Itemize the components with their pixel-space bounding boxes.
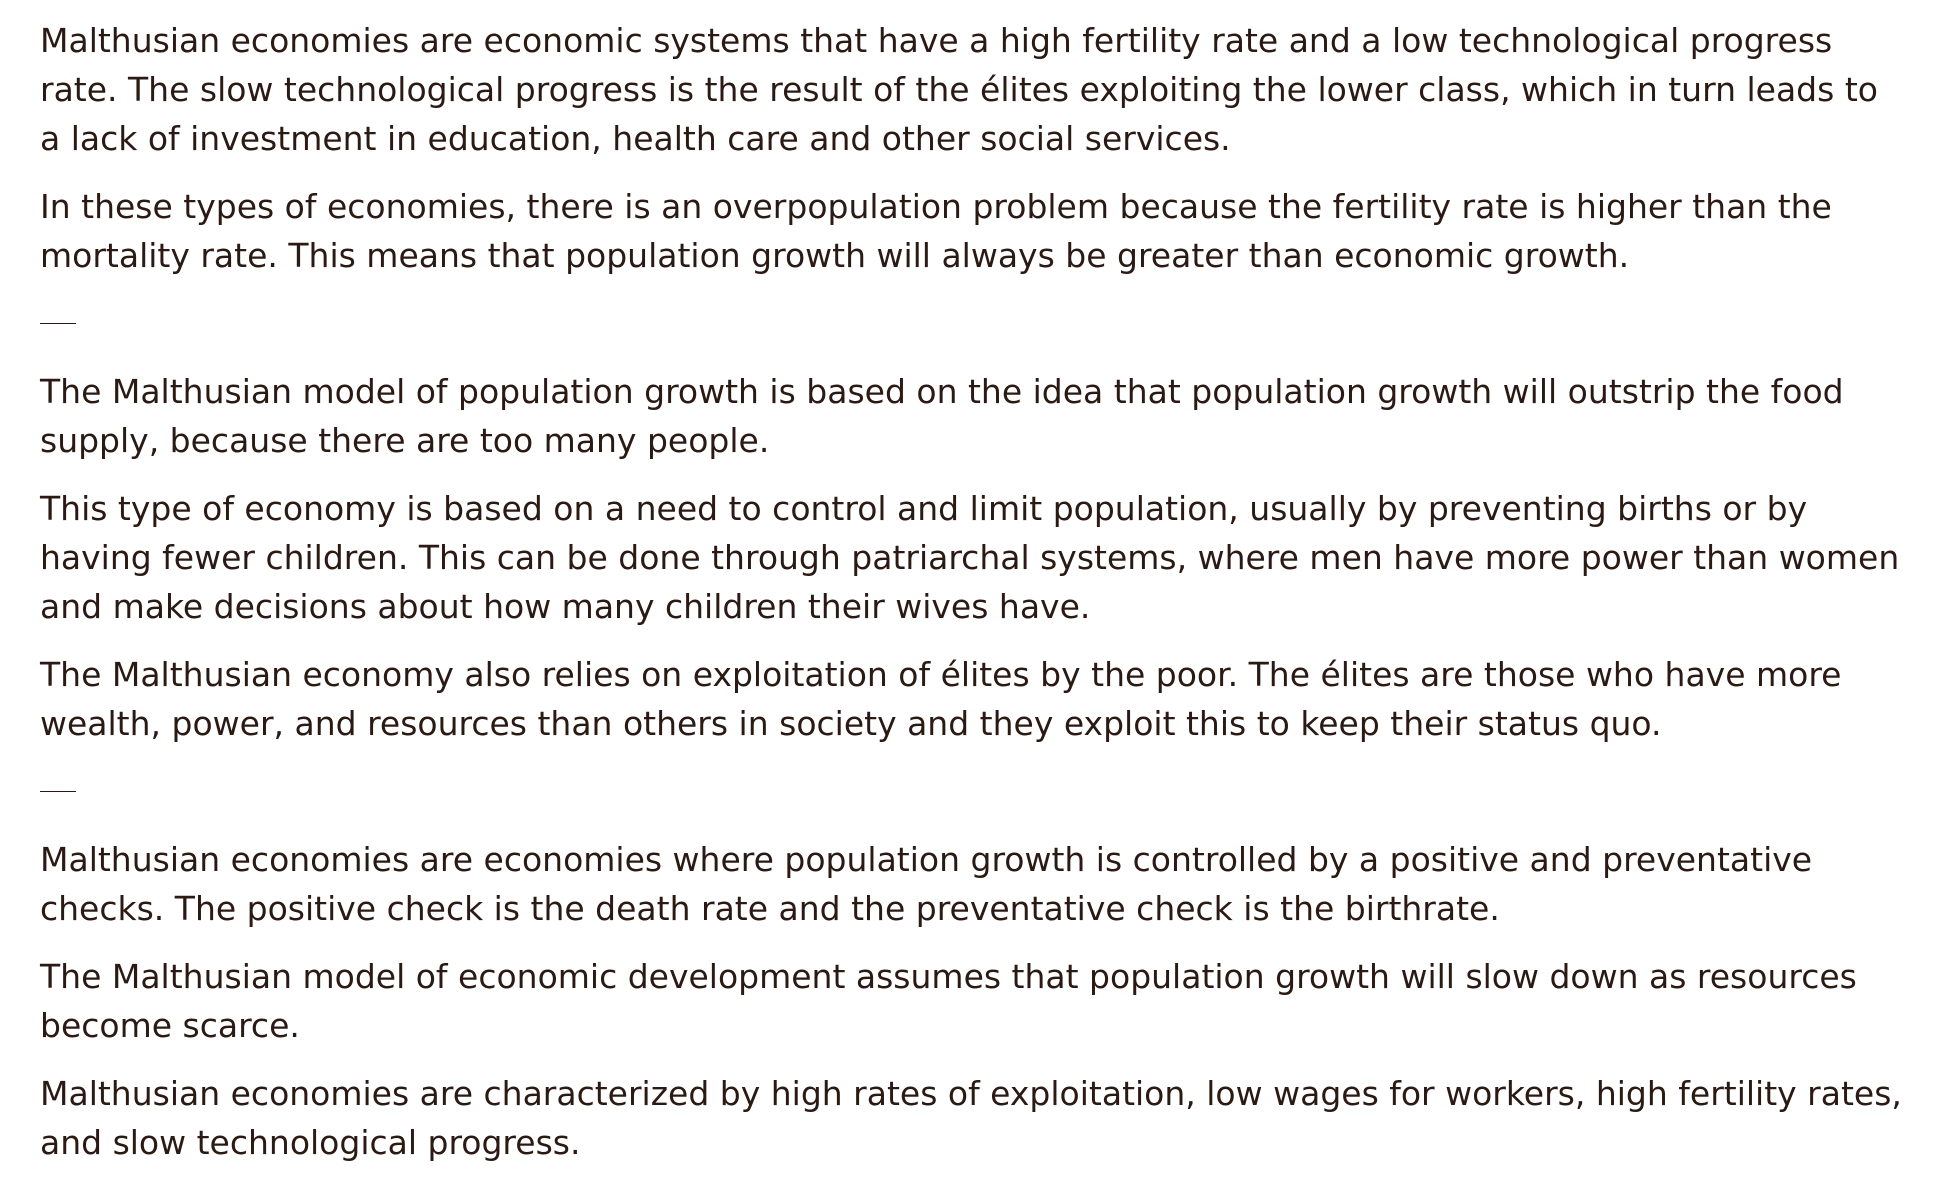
paragraph: This type of economy is based on a need to control and limit population, usually by preventing births or by having fewer children. This can be done through patriarchal systems, where men have more power than women and make decisions about how many children their wives have.	[40, 489, 1900, 626]
section-separator	[40, 299, 1906, 348]
paragraph: Malthusian economies are economies where population growth is controlled by a positive and preventative checks. The positive check is the death rate and the preventative check is the birthrate.	[40, 840, 1813, 928]
section-separator	[40, 767, 1906, 816]
paragraph: Malthusian economies are characterized by high rates of exploitation, low wages for workers, high fertility rates, and slow technological progress.	[40, 1074, 1902, 1162]
paragraph: Malthusian economies are economic systems that have a high fertility rate and a low technological progress rate. The slow technological progress is the result of the élites exploiting the lower class, which in turn leads to a lack of investment in education, health care and other social services.	[40, 21, 1878, 158]
separator-dash	[40, 791, 76, 792]
paragraph: The Malthusian model of population growth is based on the idea that population growth will outstrip the food supply, because there are too many people.	[40, 372, 1844, 460]
separator-dash	[40, 323, 76, 324]
paragraph: In these types of economies, there is an overpopulation problem because the fertility rate is higher than the mortality rate. This means that population growth will always be greater than economic growth.	[40, 187, 1832, 275]
paragraph: The Malthusian economy also relies on exploitation of élites by the poor. The élites are those who have more wealth, power, and resources than others in society and they exploit this to keep their status quo.	[40, 655, 1842, 743]
paragraph: The Malthusian model of economic development assumes that population growth will slow down as resources become scarce.	[40, 957, 1857, 1045]
